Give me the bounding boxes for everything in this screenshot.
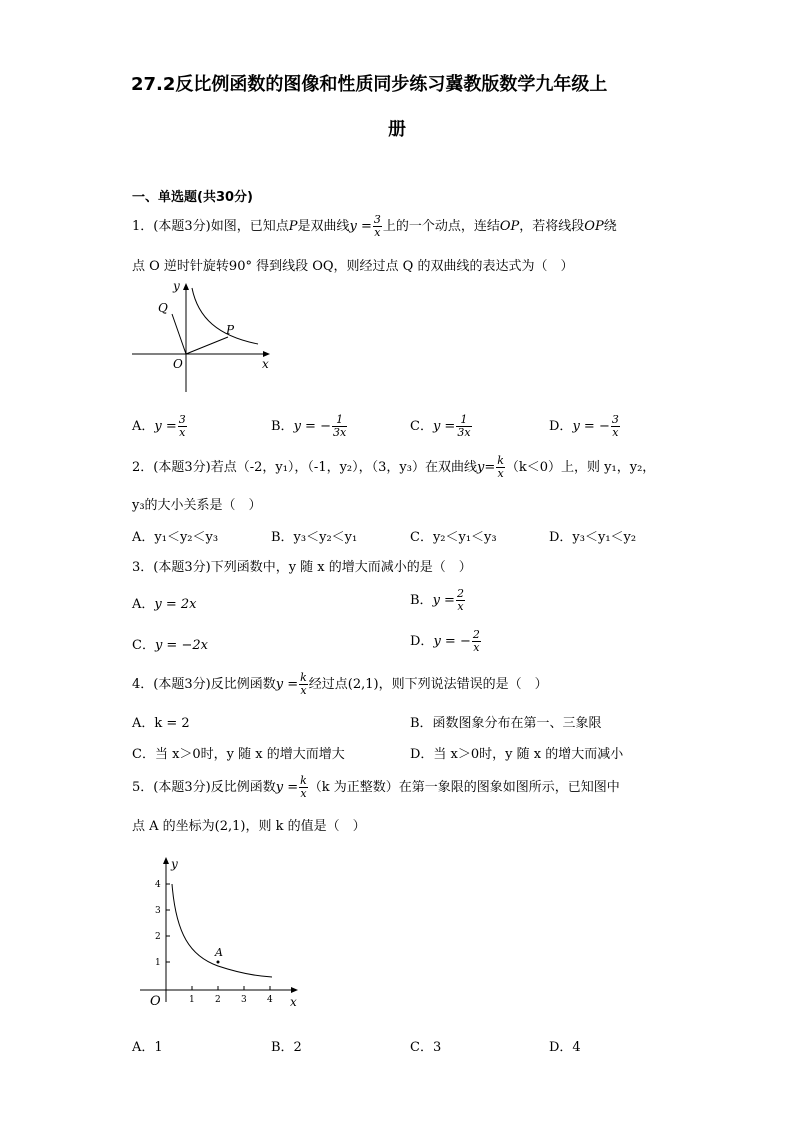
q1-line1: [132, 214, 617, 239]
q1-fig-x: x: [262, 357, 269, 371]
q3-option-b-eq: y =: [432, 593, 455, 608]
q1-seg-op: OP: [499, 219, 520, 234]
q3-option-b-label: B．: [410, 593, 433, 608]
q1-option-a-label: A．: [132, 419, 155, 434]
q1-option-b-label: B．: [271, 419, 294, 434]
q5-score: (本题3分): [153, 780, 211, 795]
q5-fig-a: A: [215, 946, 223, 959]
q1-text-c: 是双曲线: [297, 219, 350, 234]
q2-text-b: （k＜0）上，则 y₁，y₂，: [505, 460, 656, 475]
q2-option-b[interactable]: B．y₃＜y₂＜y₁: [271, 530, 358, 545]
q3-option-d-den: x: [473, 641, 480, 654]
q3-option-b-frac: [456, 588, 465, 613]
q3-option-d-num: 2: [472, 628, 480, 641]
q1-seg-op-2: OP: [584, 219, 604, 234]
q4-eq: y =: [275, 677, 299, 692]
q5-ytick-4: 4: [155, 880, 161, 890]
q5-text-b: （k 为正整数）在第一象限的图象如图所示，已知图中: [308, 780, 620, 795]
q4-option-a[interactable]: A．k = 2: [132, 716, 190, 731]
q1-text-f: ，若将线段: [519, 219, 585, 234]
doc-title-line2: 册: [388, 119, 406, 140]
q2-frac-den: x: [497, 467, 504, 480]
q3-number: 3．: [132, 560, 154, 575]
q1-option-d-frac: [611, 414, 620, 439]
q2-eq: y=: [476, 460, 496, 475]
q4-line1: [132, 672, 548, 697]
q5-line1: [132, 775, 620, 800]
q2-option-d[interactable]: D．y₃＜y₁＜y₂: [549, 530, 637, 545]
q5-option-a[interactable]: A．1: [132, 1040, 163, 1055]
q1-fig-origin: O: [173, 357, 183, 371]
q5-xtick-1: 1: [189, 995, 195, 1005]
q1-line2: 点 O 逆时针旋转90° 得到线段 OQ，则经过点 Q 的双曲线的表达式为（ ）: [132, 259, 574, 274]
q5-fraction: [299, 775, 308, 800]
q1-option-a-num: 3: [178, 413, 186, 426]
q5-text-a: 反比例函数: [210, 780, 276, 795]
q1-option-c-num: 1: [456, 414, 471, 427]
q1-text-h: 绕: [603, 219, 617, 234]
q2-number: 2．: [132, 460, 154, 475]
q2-text-a: 若点（-2，y₁），（-1，y₂），（3，y₃）在双曲线: [210, 460, 477, 475]
q4-text-b: 经过点(2,1)，则下列说法错误的是（ ）: [308, 677, 548, 692]
q4-fraction: [299, 672, 308, 697]
q5-option-d[interactable]: D．4: [549, 1040, 581, 1055]
q3-score: (本题3分): [153, 560, 211, 575]
q4-number: 4．: [132, 677, 154, 692]
q3-option-c-label: C．: [132, 638, 155, 653]
q3-option-a-label: A．: [132, 597, 155, 612]
q3-option-d-frac: [472, 629, 481, 654]
q1-option-b[interactable]: [271, 414, 348, 439]
q4-frac-num: k: [300, 671, 307, 684]
q2-option-a[interactable]: A．y₁＜y₂＜y₃: [132, 530, 219, 545]
q4-option-b[interactable]: B．函数图象分布在第一、三象限: [410, 716, 602, 731]
q2-fraction: [496, 455, 505, 480]
q3-option-d-label: D．: [410, 634, 434, 649]
q3-option-d-eq: y = −: [433, 634, 471, 649]
q3-line1: [132, 556, 472, 575]
q3-option-c[interactable]: [132, 634, 208, 653]
q3-option-a[interactable]: [132, 593, 197, 612]
q1-frac-num: 3: [373, 213, 381, 226]
doc-title-line1: 27.2反比例函数的图像和性质同步练习冀教版数学九年级上: [131, 74, 608, 95]
q3-option-d[interactable]: [410, 629, 482, 654]
q4-frac-den: x: [300, 684, 307, 697]
q5-figure: [138, 852, 308, 1012]
q5-fig-y: y: [171, 857, 178, 871]
q5-option-b[interactable]: B．2: [271, 1040, 302, 1055]
section-header: 一、单选题(共30分): [132, 190, 253, 205]
q5-line2: 点 A 的坐标为(2,1)，则 k 的值是（ ）: [132, 819, 366, 834]
q2-line2: y₃的大小关系是（ ）: [132, 498, 262, 513]
q5-option-c[interactable]: C．3: [410, 1040, 442, 1055]
q1-option-c-frac: [456, 414, 471, 439]
q4-score: (本题3分): [153, 677, 211, 692]
q5-ytick-3: 3: [155, 906, 161, 916]
q5-point-a: [217, 961, 220, 964]
q3-option-b[interactable]: [410, 588, 466, 613]
q3-option-b-num: 2: [456, 587, 464, 600]
q1-eq: y =: [349, 219, 372, 234]
q1-option-a[interactable]: [132, 414, 188, 439]
q1-fig-y: y: [173, 279, 180, 293]
q1-fraction: [373, 214, 382, 239]
q1-option-b-eq: y = −: [293, 419, 331, 434]
q1-fig-q: Q: [158, 301, 168, 315]
q4-option-c[interactable]: C．当 x＞0时，y 随 x 的增大而增大: [132, 747, 345, 762]
q1-option-b-frac: [332, 414, 347, 439]
q1-point-p: P: [288, 219, 298, 234]
q5-xtick-3: 3: [241, 995, 247, 1005]
q3-option-a-eq: y = 2x: [154, 597, 197, 612]
q5-xtick-4: 4: [267, 995, 273, 1005]
q1-text-d: 上的一个动点，连结: [382, 219, 500, 234]
q1-option-d-den: x: [612, 426, 619, 439]
q1-option-d-eq: y = −: [572, 419, 610, 434]
q1-option-a-frac: [178, 414, 187, 439]
q5-fig-x: x: [290, 995, 297, 1009]
q1-option-c-eq: y =: [432, 419, 456, 434]
q3-option-c-eq: y = −2x: [154, 638, 208, 653]
q1-option-d-num: 3: [611, 413, 619, 426]
q1-option-d[interactable]: [549, 414, 621, 439]
q1-fig-p: P: [226, 323, 235, 337]
q1-option-a-den: x: [179, 426, 186, 439]
q5-ytick-2: 2: [155, 932, 161, 942]
q1-option-b-num: 1: [332, 414, 347, 427]
q2-score: (本题3分): [153, 460, 211, 475]
q1-text-a: 如图，已知点: [210, 219, 289, 234]
q5-number: 5．: [132, 780, 154, 795]
q3-text: 下列函数中，y 随 x 的增大而减小的是（ ）: [210, 560, 472, 575]
q5-frac-den: x: [300, 787, 307, 800]
q5-frac-num: k: [300, 774, 307, 787]
q2-option-c[interactable]: C．y₂＜y₁＜y₃: [410, 530, 497, 545]
q1-option-d-label: D．: [549, 419, 573, 434]
q1-frac-den: x: [374, 226, 381, 239]
q5-xtick-2: 2: [215, 995, 221, 1005]
q1-score: (本题3分): [153, 219, 211, 234]
q1-option-c-label: C．: [410, 419, 433, 434]
q1-number: 1．: [132, 219, 154, 234]
q1-option-a-eq: y =: [154, 419, 177, 434]
q5-fig-origin: O: [150, 994, 161, 1009]
q1-option-b-den: 3x: [332, 426, 347, 439]
q1-option-c[interactable]: [410, 414, 473, 439]
q4-text-a: 反比例函数: [210, 677, 276, 692]
q1-option-c-den: 3x: [457, 426, 471, 439]
q3-option-b-den: x: [457, 600, 464, 613]
q5-ytick-1: 1: [155, 958, 161, 968]
q4-option-d[interactable]: D．当 x＞0时，y 随 x 的增大而减小: [410, 747, 624, 762]
q5-eq: y =: [275, 780, 299, 795]
q1-figure: [128, 278, 278, 396]
q2-frac-num: k: [497, 454, 504, 467]
q2-line1: [132, 455, 655, 480]
